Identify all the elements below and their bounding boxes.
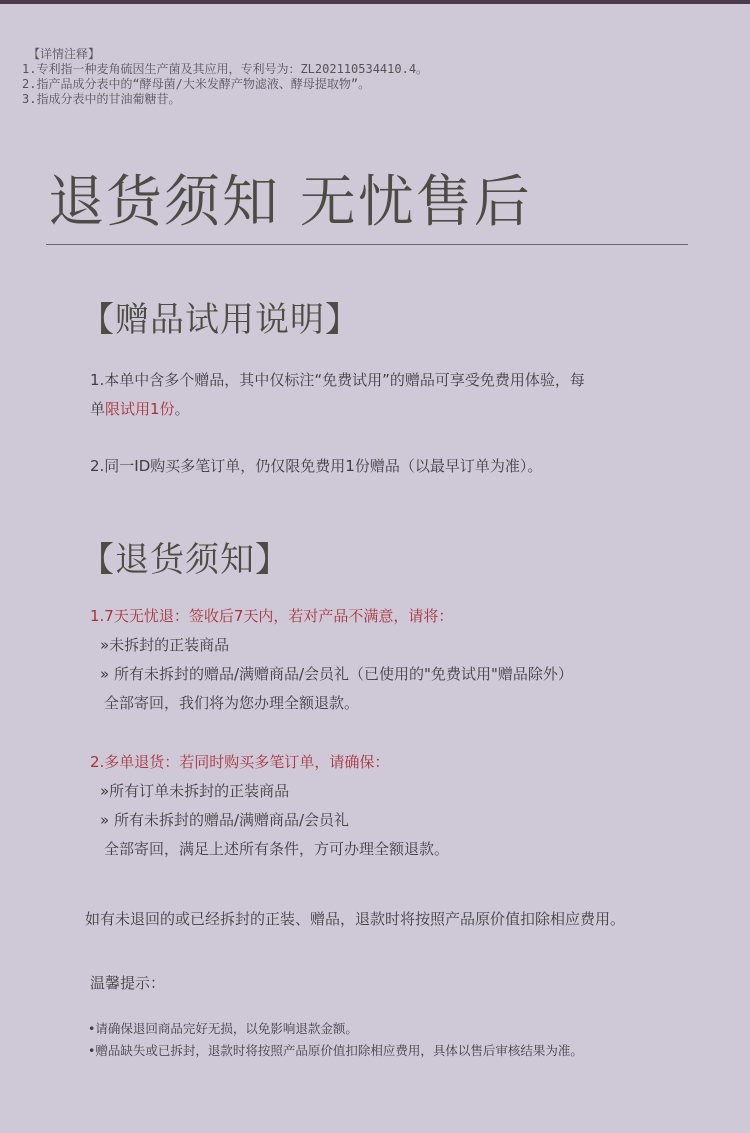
rule2-closing: 全部寄回，满足上述所有条件，方可办理全额退款。 bbox=[104, 840, 450, 858]
rule1-closing: 全部寄回，我们将为您办理全额退款。 bbox=[104, 694, 360, 712]
rule1-item-1: »未拆封的正装商品 bbox=[100, 636, 230, 654]
top-decorative-strip bbox=[0, 0, 750, 4]
gift-paragraph-2: 2.同一ID购买多笔订单，仍仅限免费用1份赠品（以最早订单为准）。 bbox=[90, 457, 543, 475]
tip-line-2: •赠品缺失或已拆封，退款时将按照产品原价值扣除相应费用，具体以售后审核结果为准。 bbox=[88, 1043, 583, 1058]
gift-p1-line2 bbox=[90, 395, 585, 424]
gift-section-title: 【赠品试用说明】 bbox=[80, 300, 360, 340]
note-line-1: 1.专利指一种麦角硫因生产菌及其应用，专利号为：ZL202110534410.4。 bbox=[22, 62, 429, 76]
deduction-notice: 如有未退回的或已经拆封的正装、赠品，退款时将按照产品原价值扣除相应费用。 bbox=[85, 910, 626, 928]
rule2-item-1: »所有订单未拆封的正装商品 bbox=[100, 782, 290, 800]
rule2-item-2: » 所有未拆封的赠品/满赠商品/会员礼 bbox=[100, 811, 350, 829]
gift-p1-prefix: 单 bbox=[90, 400, 106, 418]
gift-p1-line1: 1.本单中含多个赠品，其中仅标注“免费试用”的赠品可享受免费用体验，每 bbox=[90, 371, 585, 389]
return-rule-2 bbox=[90, 748, 449, 864]
rule1-item-2: » 所有未拆封的赠品/满赠商品/会员礼（已使用的"免费试用"赠品除外） bbox=[100, 665, 573, 683]
rule1-heading: 1.7天无忧退：签收后7天内，若对产品不满意，请将： bbox=[90, 607, 454, 625]
title-divider bbox=[46, 244, 688, 245]
tips-heading: 温馨提示： bbox=[90, 974, 166, 992]
note-line-2: 2.指产品成分表中的“酵母菌/大米发酵产物滤液、酵母提取物”。 bbox=[22, 77, 371, 91]
gift-limit-highlight: 限试用1份 bbox=[105, 400, 175, 418]
return-section-title: 【退货须知】 bbox=[80, 540, 290, 580]
gift-p1-suffix: 。 bbox=[174, 400, 190, 418]
rule2-heading: 2.多单退货：若同时购买多笔订单，请确保： bbox=[90, 753, 390, 771]
tips-list bbox=[88, 1018, 583, 1062]
detail-notes bbox=[22, 47, 428, 107]
return-rule-1 bbox=[90, 602, 573, 718]
page-title: 退货须知 无忧售后 bbox=[48, 170, 532, 235]
notes-heading: 【详情注释】 bbox=[28, 47, 101, 61]
gift-paragraph-1 bbox=[90, 366, 585, 424]
note-line-3: 3.指成分表中的甘油葡糖苷。 bbox=[22, 92, 181, 106]
tip-line-1: •请确保退回商品完好无损，以免影响退款金额。 bbox=[88, 1021, 358, 1036]
